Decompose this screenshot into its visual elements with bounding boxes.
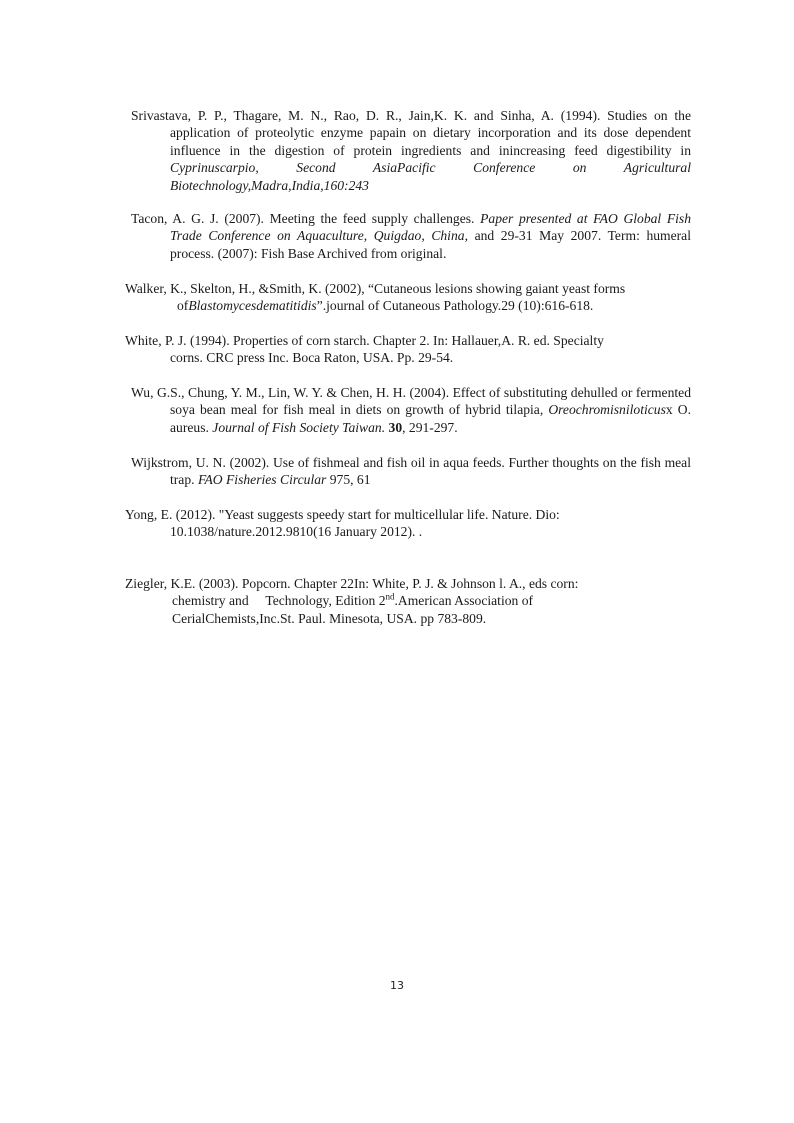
reference-wu-hybrid: x O. aureus. bbox=[170, 402, 691, 435]
reference-wu-journal: Journal of Fish Society Taiwan. bbox=[212, 419, 386, 435]
reference-srivastava-source: Cyprinuscarpio, Second AsiaPacific Conference on Agricultural Biotechnology,Madra,India,160:243 bbox=[170, 160, 691, 193]
reference-srivastava bbox=[131, 107, 691, 194]
reference-srivastava-text: application of proteolytic enzyme papain on dietary incorporation and its dose dependent influence in the digestion of protein ingredients and inincreasing feed digestibility in bbox=[170, 125, 691, 158]
reference-tacon-text: Tacon, A. G. J. (2007). Meeting the feed supply challenges. bbox=[131, 211, 481, 226]
page-number: 13 bbox=[390, 979, 404, 992]
reference-wijkstrom-text: Wijkstrom, U. N. (2002). Use of fishmeal and fish oil in aqua feeds. Further thoughts on the fish meal trap. bbox=[131, 455, 691, 488]
reference-wu-species: Oreochromisniloticus bbox=[548, 402, 666, 418]
reference-white-line1: White, P. J. (1994). Properties of corn starch. Chapter 2. In: Hallauer,A. R. ed. Specialty bbox=[125, 333, 604, 348]
reference-walker-line2 bbox=[125, 297, 691, 314]
reference-ziegler-edition: chemistry and Technology, Edition 2 bbox=[172, 593, 386, 609]
reference-wu-text: Wu, G.S., Chung, Y. M., Lin, W. Y. & Chen, H. H. (2004). Effect of substituting dehulled or fermented soya bean meal for fish meal in diets on growth of hybrid tilapia, bbox=[131, 385, 691, 418]
reference-ziegler bbox=[125, 575, 691, 627]
reference-wu-volume: 30 bbox=[388, 419, 403, 435]
reference-tacon bbox=[131, 210, 692, 262]
reference-walker-species: Blastomycesdematitidis bbox=[188, 298, 317, 314]
reference-wu bbox=[131, 384, 691, 436]
reference-ziegler-edition-suffix: nd bbox=[385, 591, 395, 602]
reference-tacon-source: Paper presented at FAO Global Fish Trade Conference on Aquaculture, Quigdao, China bbox=[170, 211, 692, 244]
reference-wijkstrom-source: FAO Fisheries Circular bbox=[197, 472, 327, 488]
reference-yong-line1: Yong, E. (2012). "Yeast suggests speedy start for multicellular life. Nature. Dio: bbox=[125, 507, 560, 522]
reference-walker-line1: Walker, K., Skelton, H., &Smith, K. (2002), “Cutaneous lesions showing gaiant yeast forms bbox=[125, 281, 626, 296]
reference-walker-prefix: of bbox=[177, 298, 189, 314]
reference-ziegler-line2 bbox=[125, 592, 691, 609]
reference-wijkstrom bbox=[131, 454, 691, 489]
reference-white bbox=[125, 332, 691, 367]
reference-tacon-details: , and 29-31 May 2007. Term: humeral process. (2007): Fish Base Archived from original. bbox=[170, 228, 691, 261]
reference-srivastava-body bbox=[131, 124, 691, 194]
reference-yong bbox=[125, 506, 691, 541]
reference-ziegler-line3: CerialChemists,Inc.St. Paul. Minesota, USA. pp 783-809. bbox=[172, 610, 487, 626]
reference-wijkstrom-number: 975, 61 bbox=[326, 472, 371, 488]
reference-wu-pages: , 291-297. bbox=[402, 419, 458, 435]
reference-srivastava-line1: Srivastava, P. P., Thagare, M. N., Rao, D. R., Jain,K. K. and Sinha, A. (1994). Studies on the bbox=[131, 108, 691, 123]
reference-walker-journal: ”.journal of Cutaneous Pathology.29 (10):616-618. bbox=[316, 298, 594, 314]
reference-white-line2: corns. CRC press Inc. Boca Raton, USA. Pp. 29-54. bbox=[170, 350, 454, 366]
reference-walker bbox=[125, 280, 691, 315]
reference-yong-line2: 10.1038/nature.2012.9810(16 January 2012). . bbox=[170, 524, 423, 540]
reference-ziegler-publisher: .American Association of bbox=[394, 593, 534, 609]
reference-ziegler-line1: Ziegler, K.E. (2003). Popcorn. Chapter 22In: White, P. J. & Johnson l. A., eds corn: bbox=[125, 576, 579, 591]
